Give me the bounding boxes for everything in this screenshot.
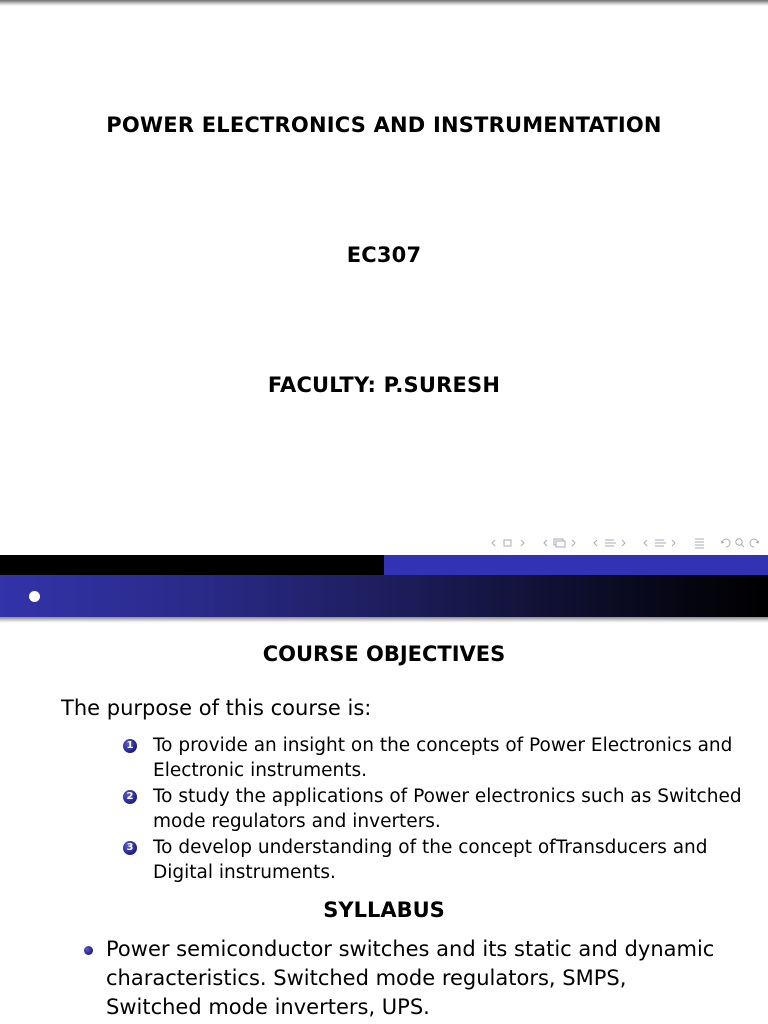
footer-bullet-icon bbox=[29, 591, 40, 602]
objective-text: To provide an insight on the concepts of Power Electronics and Electronic instruments. bbox=[153, 735, 733, 781]
footer-bar-left bbox=[0, 555, 384, 575]
nav-section-icon[interactable] bbox=[592, 537, 630, 549]
objective-item bbox=[123, 835, 743, 885]
objectives-list bbox=[123, 733, 743, 886]
objective-item bbox=[123, 784, 743, 834]
objective-text: To study the applications of Power electronics such as Switched mode regulators and inverters. bbox=[153, 786, 742, 832]
number-badge-icon: 3 bbox=[123, 841, 137, 855]
syllabus-text: Power semiconductor switches and its static and dynamic characteristics. Switched mode regulators, SMPS, Switched mode inverters, UPS. bbox=[106, 937, 715, 1019]
course-code: EC307 bbox=[346, 243, 422, 267]
number-badge-icon: 1 bbox=[123, 739, 137, 753]
nav-align-icon[interactable] bbox=[692, 537, 708, 549]
syllabus-item bbox=[84, 935, 724, 1022]
footer-gradient-band bbox=[0, 575, 768, 617]
intro-text: The purpose of this course is: bbox=[61, 696, 372, 720]
syllabus-heading: SYLLABUS bbox=[323, 898, 445, 922]
nav-slide-icon[interactable] bbox=[642, 537, 680, 549]
footer-bar-right bbox=[384, 555, 768, 575]
nav-frame-icon[interactable] bbox=[490, 538, 530, 548]
navigation-bar bbox=[490, 535, 765, 551]
objective-text: To develop understanding of the concept ofTransducers and Digital instruments. bbox=[153, 837, 708, 883]
objective-item bbox=[123, 733, 743, 783]
faculty-name: FACULTY: P.SURESH bbox=[267, 373, 501, 397]
course-objectives-heading: COURSE OBJECTIVES bbox=[262, 642, 506, 666]
nav-subsection-icon[interactable] bbox=[542, 537, 580, 549]
top-edge bbox=[0, 0, 768, 6]
bullet-icon bbox=[84, 946, 93, 955]
syllabus-list bbox=[84, 935, 724, 1022]
slide-title: POWER ELECTRONICS AND INSTRUMENTATION bbox=[106, 113, 662, 137]
number-badge-icon: 2 bbox=[123, 790, 137, 804]
search-icon[interactable] bbox=[720, 537, 764, 549]
slide-separator bbox=[0, 617, 768, 623]
